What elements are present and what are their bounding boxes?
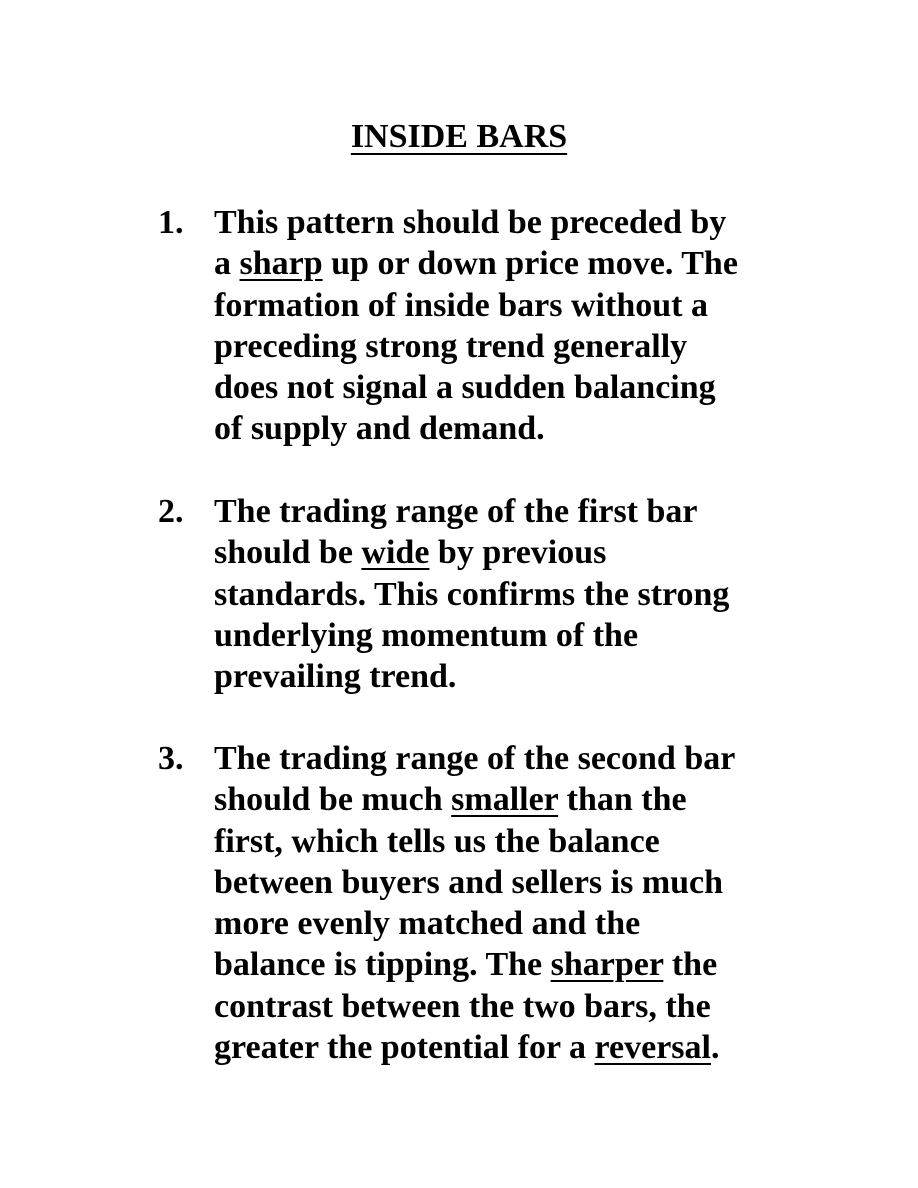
text-line: should be wide by previous — [214, 534, 607, 572]
text-line: underlying momentum of the — [214, 616, 639, 654]
text-line: This pattern should be preceded by — [214, 204, 727, 241]
text-line: of supply and demand. — [214, 410, 545, 448]
text-line: contrast between the two bars, the — [214, 987, 711, 1025]
text-line: formation of inside bars without a — [214, 286, 708, 324]
text-line: more evenly matched and the — [214, 905, 641, 943]
underlined-term: sharp — [239, 245, 323, 283]
text-line: first, which tells us the balance — [214, 822, 660, 860]
text-line: preceding strong trend generally — [214, 327, 688, 365]
list-item-number: 3. — [158, 740, 184, 777]
text-line: a sharp up or down price move. The — [214, 245, 738, 283]
text-line: between buyers and sellers is much — [214, 863, 724, 901]
underlined-term: wide — [361, 534, 430, 572]
text-line: balance is tipping. The sharper the — [214, 946, 718, 984]
underlined-term: reversal — [594, 1029, 711, 1067]
list-item-text — [214, 491, 818, 697]
underlined-term: smaller — [451, 781, 559, 819]
text-line: does not signal a sudden balancing — [214, 369, 716, 407]
underlined-term: sharper — [550, 946, 664, 984]
text-line: The trading range of the second bar — [214, 740, 736, 777]
list-item-text — [214, 738, 818, 1068]
list-item-number: 2. — [158, 493, 184, 530]
list-item-text — [214, 202, 818, 450]
text-line: The trading range of the first bar — [214, 493, 698, 530]
list-item-number: 1. — [158, 204, 184, 241]
text-line: should be much smaller than the — [214, 781, 687, 819]
text-line: standards. This confirms the strong — [214, 575, 730, 613]
text-line: greater the potential for a reversal. — [214, 1029, 720, 1067]
page-title: INSIDE BARS — [350, 118, 568, 155]
text-line: prevailing trend. — [214, 658, 457, 696]
